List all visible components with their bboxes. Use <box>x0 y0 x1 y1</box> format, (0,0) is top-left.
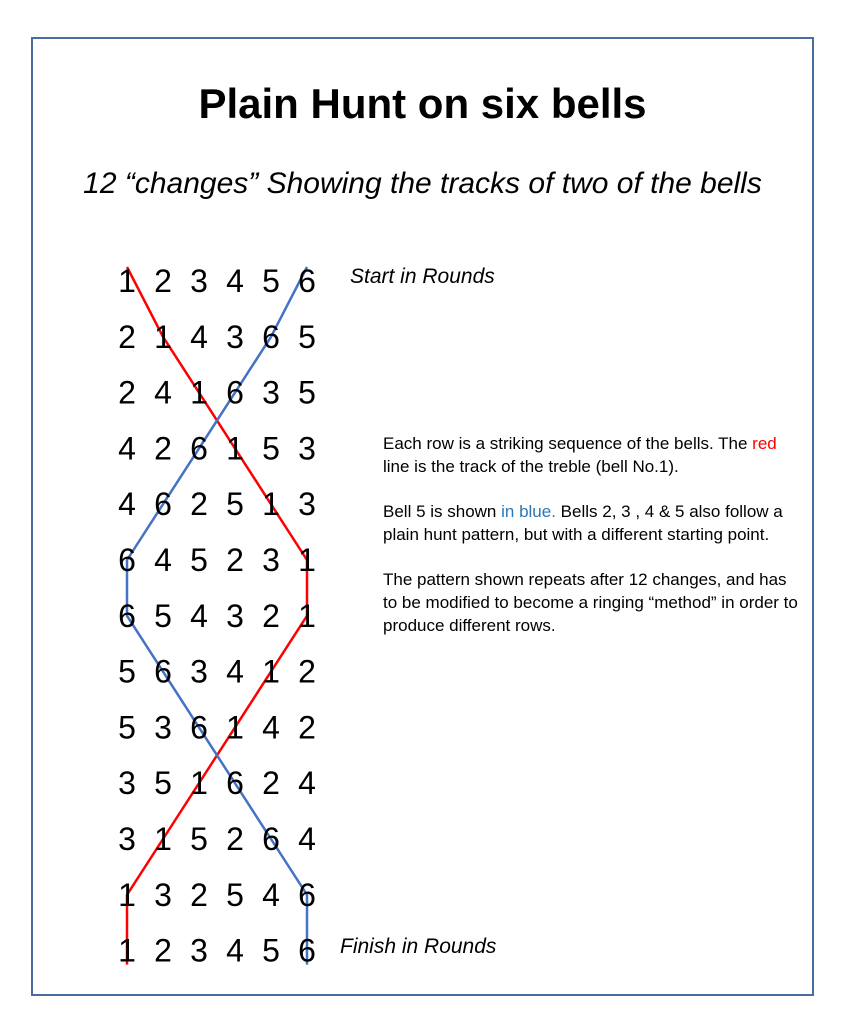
bell-number: 2 <box>262 597 280 634</box>
bell-number: 2 <box>154 263 172 299</box>
change-row <box>118 765 316 801</box>
bell-number: 4 <box>298 765 316 802</box>
bell-number: 3 <box>154 876 172 913</box>
bell-number: 2 <box>262 765 280 802</box>
bell-number: 6 <box>154 653 172 690</box>
change-row <box>118 542 316 578</box>
bell-number: 2 <box>298 653 316 690</box>
bell-number: 1 <box>226 709 244 746</box>
bell-number: 3 <box>262 542 280 578</box>
bell-number: 6 <box>118 597 136 634</box>
change-row <box>118 877 316 913</box>
bell-number: 6 <box>298 876 316 913</box>
description-paragraph-1 <box>383 432 803 478</box>
bell-number: 6 <box>154 486 172 523</box>
bell-number: 6 <box>190 430 208 467</box>
bell-number: 5 <box>154 765 172 802</box>
bell-number: 3 <box>226 597 244 634</box>
change-row <box>118 486 316 522</box>
bell-number: 1 <box>226 430 244 467</box>
bell-number: 3 <box>118 765 136 802</box>
bell-number: 1 <box>298 542 316 578</box>
description-text: Bells 2, 3 , 4 & 5 also follow a plain hunt pattern, but with a different starting point. <box>383 502 783 544</box>
bell-number: 3 <box>190 932 208 969</box>
bell-number: 2 <box>190 876 208 913</box>
page-title: Plain Hunt on six bells <box>198 80 647 127</box>
bell-number: 6 <box>226 765 244 802</box>
bell-number: 5 <box>298 374 316 411</box>
change-row <box>118 430 316 466</box>
bell-number: 4 <box>118 486 136 523</box>
bell-number: 4 <box>226 263 244 299</box>
bell-number: 4 <box>118 430 136 467</box>
change-row <box>118 375 316 411</box>
bell-number: 1 <box>118 932 136 969</box>
bell-number: 3 <box>154 709 172 746</box>
red-word: red <box>752 434 777 453</box>
bell-number: 3 <box>226 318 244 355</box>
bell-number: 2 <box>298 709 316 746</box>
change-row <box>118 933 316 969</box>
bell-number: 2 <box>190 486 208 523</box>
bell-number: 6 <box>262 821 280 857</box>
bell-number: 2 <box>226 542 244 578</box>
bell-number: 5 <box>226 876 244 913</box>
bell-number: 3 <box>190 653 208 690</box>
finish-label: Finish in Rounds <box>340 935 497 958</box>
bell-number: 5 <box>298 318 316 355</box>
bell-number: 5 <box>118 709 136 746</box>
bell-number: 4 <box>190 318 208 355</box>
bell-number: 1 <box>190 374 208 411</box>
bell-number: 2 <box>154 430 172 467</box>
bell-number: 5 <box>226 486 244 523</box>
bell-number: 6 <box>190 709 208 746</box>
description-text: line is the track of the treble (bell No.1). <box>383 457 679 476</box>
change-row <box>118 654 316 690</box>
bell-number: 6 <box>298 932 316 969</box>
bell-number: 2 <box>118 374 136 411</box>
bell-number: 2 <box>154 932 172 969</box>
blue-phrase: in blue. <box>501 502 556 521</box>
bell-number: 1 <box>190 765 208 802</box>
bell-number: 5 <box>262 263 280 299</box>
bell-number: 1 <box>118 263 136 299</box>
bell-number: 3 <box>298 430 316 467</box>
change-row <box>118 263 316 299</box>
bell-number: 3 <box>118 821 136 857</box>
bell-number: 4 <box>226 932 244 969</box>
page-subtitle: 12 “changes” Showing the tracks of two of the bells <box>83 167 762 200</box>
bell-number: 6 <box>118 542 136 578</box>
bell-number: 2 <box>226 821 244 857</box>
bell-number: 3 <box>298 486 316 523</box>
bell-number: 4 <box>262 709 280 746</box>
bell-number: 4 <box>154 374 172 411</box>
bell-number: 1 <box>154 318 172 355</box>
description-text: Each row is a striking sequence of the bells. The <box>383 434 753 453</box>
bell-number: 6 <box>226 374 244 411</box>
bell-number: 1 <box>154 821 172 857</box>
bell-number: 5 <box>262 430 280 467</box>
change-row <box>118 598 316 634</box>
change-row <box>118 709 316 745</box>
bell-number: 3 <box>190 263 208 299</box>
bell-number: 4 <box>154 542 172 578</box>
bell-number: 4 <box>226 653 244 690</box>
bell-number: 4 <box>190 597 208 634</box>
bell-number: 2 <box>118 318 136 355</box>
bell-number: 5 <box>190 821 208 857</box>
bell-number: 1 <box>262 653 280 690</box>
description-paragraph-2 <box>383 500 803 546</box>
bell-number: 6 <box>298 263 316 299</box>
change-row <box>118 821 316 857</box>
description <box>383 432 803 659</box>
bell-number: 1 <box>298 597 316 634</box>
description-paragraph-3: The pattern shown repeats after 12 changes, and has to be modified to become a ringing “method” in order to produce different rows. <box>383 570 798 635</box>
bell-number: 4 <box>262 876 280 913</box>
start-label: Start in Rounds <box>350 265 495 288</box>
change-row <box>118 319 316 355</box>
bell-number: 1 <box>118 876 136 913</box>
bell-number: 3 <box>262 374 280 411</box>
bell-number: 6 <box>262 318 280 355</box>
bell-number: 5 <box>262 932 280 969</box>
bell-number: 4 <box>298 821 316 857</box>
bell-number: 5 <box>154 597 172 634</box>
description-text: Bell 5 is shown <box>383 502 502 521</box>
bell-number: 5 <box>190 542 208 578</box>
bell-number: 5 <box>118 653 136 690</box>
bell-number: 1 <box>262 486 280 523</box>
